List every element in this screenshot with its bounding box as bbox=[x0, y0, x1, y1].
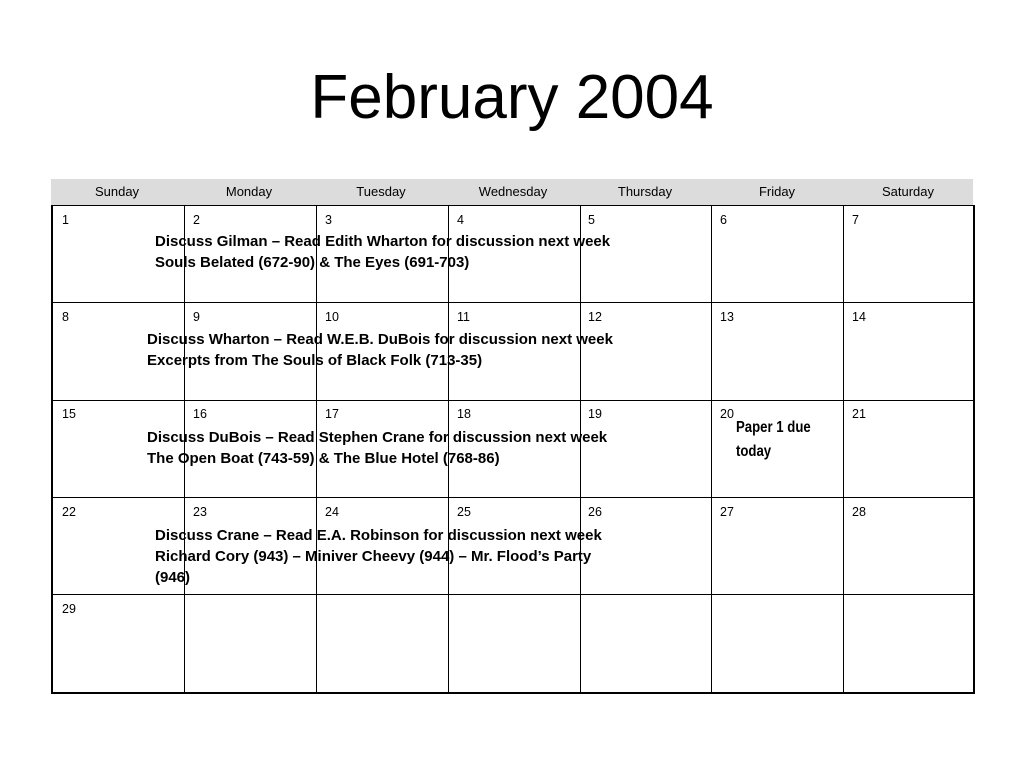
week-3-note bbox=[147, 427, 607, 469]
day-number: 26 bbox=[588, 505, 602, 519]
day-number: 4 bbox=[457, 213, 464, 227]
day-number: 24 bbox=[325, 505, 339, 519]
grid-divider bbox=[843, 206, 844, 692]
paper-due-note bbox=[736, 416, 811, 464]
note-line: Excerpts from The Souls of Black Folk (713-35) bbox=[147, 352, 483, 369]
day-number: 12 bbox=[588, 310, 602, 324]
day-number: 22 bbox=[62, 505, 76, 519]
day-number: 16 bbox=[193, 407, 207, 421]
note-line: The Open Boat (743-59) & The Blue Hotel (768-86) bbox=[147, 450, 500, 467]
grid-divider bbox=[53, 497, 973, 498]
day-number: 25 bbox=[457, 505, 471, 519]
week-1-note bbox=[155, 231, 610, 273]
week-4-note bbox=[155, 525, 602, 588]
day-number: 13 bbox=[720, 310, 734, 324]
page-title: February 2004 bbox=[310, 63, 714, 132]
day-number: 28 bbox=[852, 505, 866, 519]
weekday-thursday: Thursday bbox=[617, 184, 673, 199]
week-2-note bbox=[147, 329, 613, 371]
note-line: (946) bbox=[155, 569, 191, 586]
note-line: Richard Cory (943) – Miniver Cheevy (944) – Mr. Flood’s Party bbox=[155, 548, 592, 565]
weekday-sunday: Sunday bbox=[94, 184, 140, 199]
day-number: 8 bbox=[62, 310, 69, 324]
day-number: 23 bbox=[193, 505, 207, 519]
day-number: 19 bbox=[588, 407, 602, 421]
weekday-wednesday: Wednesday bbox=[478, 184, 548, 199]
grid-divider bbox=[53, 302, 973, 303]
day-number: 27 bbox=[720, 505, 734, 519]
calendar bbox=[51, 179, 973, 693]
note-line: today bbox=[736, 443, 772, 460]
day-number: 15 bbox=[62, 407, 76, 421]
day-number: 7 bbox=[852, 213, 859, 227]
day-number: 5 bbox=[588, 213, 595, 227]
note-line: Discuss DuBois – Read Stephen Crane for discussion next week bbox=[147, 429, 608, 446]
day-number: 10 bbox=[325, 310, 339, 324]
day-number: 6 bbox=[720, 213, 727, 227]
grid-divider bbox=[53, 594, 973, 595]
day-number: 17 bbox=[325, 407, 339, 421]
note-line: Discuss Crane – Read E.A. Robinson for discussion next week bbox=[155, 527, 602, 544]
weekday-saturday: Saturday bbox=[881, 184, 935, 199]
day-number: 9 bbox=[193, 310, 200, 324]
weekday-header bbox=[51, 179, 973, 205]
weekday-friday: Friday bbox=[758, 184, 796, 199]
day-number: 29 bbox=[62, 602, 76, 616]
day-number: 20 bbox=[720, 407, 734, 421]
note-line: Discuss Gilman – Read Edith Wharton for discussion next week bbox=[155, 233, 611, 250]
grid-divider bbox=[711, 206, 712, 692]
weekday-monday: Monday bbox=[225, 184, 273, 199]
weekday-tuesday: Tuesday bbox=[356, 184, 406, 199]
note-line: Souls Belated (672-90) & The Eyes (691-703) bbox=[155, 254, 470, 271]
day-number: 3 bbox=[325, 213, 332, 227]
note-line: Discuss Wharton – Read W.E.B. DuBois for discussion next week bbox=[147, 331, 613, 348]
day-number: 1 bbox=[62, 213, 69, 227]
day-number: 21 bbox=[852, 407, 866, 421]
note-line: Paper 1 due bbox=[736, 419, 811, 436]
day-number: 2 bbox=[193, 213, 200, 227]
day-number: 14 bbox=[852, 310, 866, 324]
grid-divider bbox=[53, 400, 973, 401]
day-number: 11 bbox=[457, 310, 470, 324]
day-number: 18 bbox=[457, 407, 471, 421]
